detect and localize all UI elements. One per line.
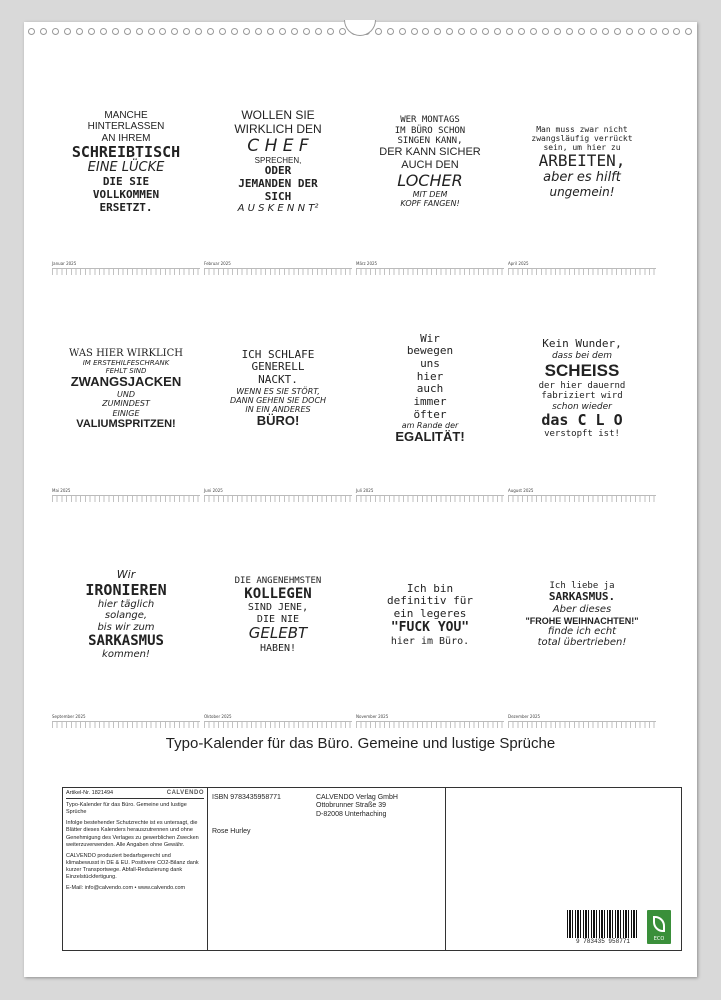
binding-hole [183,28,190,35]
quote-line: AN IHREM [101,132,151,144]
month-page [356,294,504,506]
quote-line: zwangsläufig verrückt [531,133,633,143]
binding-hole [100,28,107,35]
publisher-line: Ottobrunner Straße 39 [316,802,387,810]
quote-line: WAS HIER WIRKLICH [69,347,183,359]
quote-line: verstopft ist! [544,429,620,440]
month-calendar-strip [52,484,200,506]
quote-line: C H E F [247,135,309,156]
quote-line: HABEN! [259,642,297,654]
publisher-line: D-82008 Unterhaching [316,810,387,818]
month-name: März 2025 [356,261,378,266]
binding-hole [52,28,59,35]
quote-line: SARKASMUS [88,633,164,650]
binding-hole [399,28,406,35]
binding-hole [303,28,310,35]
quote-line: GELEBT [248,624,308,643]
binding-hole [650,28,657,35]
binding-hole [518,28,525,35]
calendar-days [508,496,656,502]
quote-line: Kein Wunder, [542,337,622,351]
publisher-line: CALVENDO Verlag GmbH [316,794,398,801]
month-page [508,294,656,506]
quote-line: dass bei dem [551,351,613,362]
quote-line: ODER [264,164,292,178]
quote-line: kommen! [102,649,150,661]
quote-line: Wir [420,331,440,345]
quote-line: "FUCK YOU" [390,619,470,635]
product-description: Typo-Kalender für das Büro. Gemeine und lustige Sprüche [66,802,187,816]
month-quote [204,520,352,710]
quote-line: SINGEN KANN, [397,136,463,147]
binding-hole [566,28,573,35]
quote-line: DANN GEHEN SIE DOCH [229,395,327,405]
calendar-days [204,496,352,502]
legal-notice: Infolge bestehender Schutzrechte ist es untersagt, die Blätter dieses Kalenders herauszutrennen und ohne Genehmigung des Verlages zu gewerblichen Zwecken weiterzuverwenden. Alle Angaben ohne Gewähr. [66,820,199,848]
quote-line: DIE NIE [256,613,300,625]
binding-hole [387,28,394,35]
month-name: April 2025 [508,261,529,266]
quote-line: DIE ANGENEHMSTEN [234,575,322,586]
isbn: ISBN 9783435958771 [212,794,281,801]
binding-hole [506,28,513,35]
quote-line: sein, um hier zu [543,143,621,153]
month-name: Februar 2025 [204,261,231,266]
month-name: November 2025 [356,714,389,719]
quote-line: der hier dauernd [538,380,626,391]
publisher-address [316,794,441,819]
quote-line: Wir [116,568,136,581]
month-calendar-strip [52,257,200,279]
quote-line: schon wieder [552,401,612,412]
month-quote [52,67,200,257]
info-right-column [446,788,681,950]
barcode-number: 9 783435 958771 [575,938,630,945]
quote-line: immer [413,394,447,408]
month-name: Juni 2025 [204,488,223,493]
quote-line: IM ERSTEHILFESCHRANK [82,359,170,368]
binding-hole [159,28,166,35]
calendar-sheet [24,22,697,977]
month-quote [52,294,200,484]
quote-line: SCHEISS [544,361,620,381]
binding-hole [171,28,178,35]
month-quote [356,520,504,710]
binding-hole [542,28,549,35]
quote-line: Ich liebe ja [549,581,615,592]
binding-hole [470,28,477,35]
binding-hole [291,28,298,35]
month-page [52,520,200,732]
quote-line: FEHLT SIND [105,367,147,376]
binding-hole [76,28,83,35]
quote-line: ERSETZT. [99,200,153,214]
quote-line: ein legeres [393,607,467,621]
barcode [567,910,639,946]
quote-line: KOPF FANGEN! [400,199,460,209]
quote-line: EGALITÄT! [395,429,465,445]
binding-hole [112,28,119,35]
binding-hole [327,28,334,35]
quote-line: EINE LÜCKE [87,160,165,176]
binding-hole [136,28,143,35]
month-page [356,520,504,732]
binding-hole [662,28,669,35]
month-quote [356,294,504,484]
quote-line: am Rande der [401,421,459,431]
binding-hole [88,28,95,35]
binding-hole [482,28,489,35]
month-name: August 2025 [508,488,534,493]
quote-line: WER MONTAGS [400,115,460,126]
binding-hole [446,28,453,35]
eco-notice: CALVENDO produziert bedarfsgerecht und klimabewusst in DE & EU. Positivere CO2-Bilanz dank kurzer Transportwege. Abfall-Reduzierung dank Einzelstückfertigung. [66,852,199,881]
binding-hole [207,28,214,35]
quote-line: Man muss zwar nicht [536,124,628,134]
binding-hole [231,28,238,35]
quote-line: NACKT. [258,373,298,387]
quote-line: fabriziert wird [541,391,623,402]
month-name: Dezember 2025 [508,714,541,719]
month-calendar-strip [204,257,352,279]
month-page [52,294,200,506]
quote-line: EINIGE [112,408,140,418]
eco-badge-label: ECO [653,936,665,942]
month-calendar-strip [52,710,200,732]
binding-hole [28,28,35,35]
quote-line: WOLLEN SIE [241,108,315,123]
quote-line: definitiv für [386,594,474,608]
binding-hole [339,28,346,35]
calendar-days [52,722,200,728]
quote-line: BÜRO! [256,413,300,429]
binding-hole [195,28,202,35]
month-quote [204,67,352,257]
quote-line: ARBEITEN, [538,151,626,171]
quote-line: finde ich echt [547,625,617,637]
quote-line: auch [416,382,444,396]
quote-line: bis wir zum [97,621,155,633]
quote-line: HINTERLASSEN [87,121,165,133]
binding-hole [434,28,441,35]
binding-hole [64,28,71,35]
binding-hole [411,28,418,35]
binding-hole [315,28,322,35]
quote-line: Ich bin [406,581,454,595]
info-middle-column [208,788,446,950]
quote-line: GENERELL [251,360,305,374]
month-quote [52,520,200,710]
quote-line: SCHREIBTISCH [71,143,181,162]
calvendo-logo: CALVENDO [166,790,204,796]
calendar-days [204,722,352,728]
quote-line: MANCHE [104,109,148,121]
binding-hole [685,28,692,35]
month-page [356,67,504,279]
month-calendar-strip [356,710,504,732]
month-name: Juli 2025 [356,488,374,493]
month-quote [356,67,504,257]
calendar-days [356,269,504,275]
binding-hole [219,28,226,35]
leaf-icon [653,916,665,932]
quote-line: IRONIEREN [85,580,167,599]
month-quote [508,294,656,484]
quote-line: das C L O [541,410,623,429]
quote-line: MIT DEM [412,190,448,200]
month-calendar-strip [508,257,656,279]
calendar-days [356,722,504,728]
binding-hole [40,28,47,35]
binding-hole [458,28,465,35]
quote-line: hier täglich [97,598,155,610]
binding-hole [148,28,155,35]
month-name: September 2025 [52,714,86,719]
quote-line: SIND JENE, [247,602,309,614]
article-header [66,790,204,799]
quote-line: hier [416,369,444,383]
month-quote [204,294,352,484]
calendar-days [356,496,504,502]
quote-line: hier im Büro. [390,635,470,647]
quote-line: SARKASMUS. [548,590,616,604]
month-quote [508,67,656,257]
binding-hole [554,28,561,35]
binding-hole [267,28,274,35]
quote-line: VALIUMSPRITZEN! [76,417,176,430]
binding-hole [422,28,429,35]
author-name: Rose Hurley [212,828,251,835]
calendar-days [52,269,200,275]
month-calendar-strip [356,484,504,506]
quote-line: ZUMINDEST [102,399,150,409]
month-page [204,294,352,506]
quote-line: öfter [413,407,447,421]
month-page [204,67,352,279]
month-calendar-strip [508,710,656,732]
calendar-title: Typo-Kalender für das Büro. Gemeine und lustige Sprüche [165,735,556,752]
calendar-days [52,496,200,502]
quote-line: DER KANN SICHER [379,146,481,159]
binding-hole [124,28,131,35]
quote-line: VOLLKOMMEN [92,188,160,202]
binding-hole [494,28,501,35]
month-page [52,67,200,279]
quote-line: WENN ES SIE STÖRT, [236,386,320,396]
quote-line: Aber dieses [552,604,612,616]
calendar-days [204,269,352,275]
binding-hole [578,28,585,35]
month-calendar-strip [204,484,352,506]
eco-badge [647,910,671,944]
contact-info: E-Mail: info@calvendo.com • www.calvendo.com [66,885,186,892]
quote-line: WIRKLICH DEN [234,121,322,136]
month-page [508,520,656,732]
quote-line: IM BÜRO SCHON [394,125,466,136]
binding-hole [602,28,609,35]
binding-hole [614,28,621,35]
quote-line: ZWANGSJACKEN [70,374,182,390]
calendar-days [508,722,656,728]
quote-line: UND [117,390,135,400]
month-calendar-strip [508,484,656,506]
month-page [204,520,352,732]
article-number [66,790,113,796]
quote-line: total übertrieben! [537,637,627,649]
quote-line: SICH [264,189,292,203]
article-label: Artikel-Nr. [66,790,91,796]
quote-line: AUCH DEN [401,159,459,172]
binding-hole [530,28,537,35]
quote-line: uns [420,356,440,370]
quote-line: IN EIN ANDERES [245,405,311,415]
month-name: Oktober 2025 [204,714,232,719]
binding-hole [375,28,382,35]
barcode-bars [567,910,639,938]
quote-line: KOLLEGEN [244,586,312,603]
binding-hole [279,28,286,35]
quote-line: JEMANDEN DER [238,177,318,191]
info-left-column [63,788,208,950]
quote-line: ICH SCHLAFE [241,347,315,361]
month-calendar-strip [356,257,504,279]
calendar-days [508,269,656,275]
month-name: Januar 2025 [52,261,77,266]
quote-line: aber es hilft [543,169,621,185]
quote-line: LOCHER [397,170,463,190]
binding-hole [243,28,250,35]
article-value: 1821494 [91,790,114,796]
info-panel [62,787,682,951]
binding-hole [638,28,645,35]
binding-hole [255,28,262,35]
quote-line: A U S K E N N T² [237,203,319,215]
quote-line: bewegen [406,344,454,358]
quote-line: "FROHE WEIHNACHTEN!" [525,615,639,626]
quote-line: ungemein! [549,184,615,199]
month-page [508,67,656,279]
month-name: Mai 2025 [52,488,71,493]
month-calendar-strip [204,710,352,732]
quote-line: SPRECHEN, [254,156,302,166]
binding-hole [626,28,633,35]
quote-line: DIE SIE [102,175,150,189]
month-quote [508,520,656,710]
binding-hole [673,28,680,35]
binding-hole [590,28,597,35]
quote-line: solange, [104,610,148,622]
